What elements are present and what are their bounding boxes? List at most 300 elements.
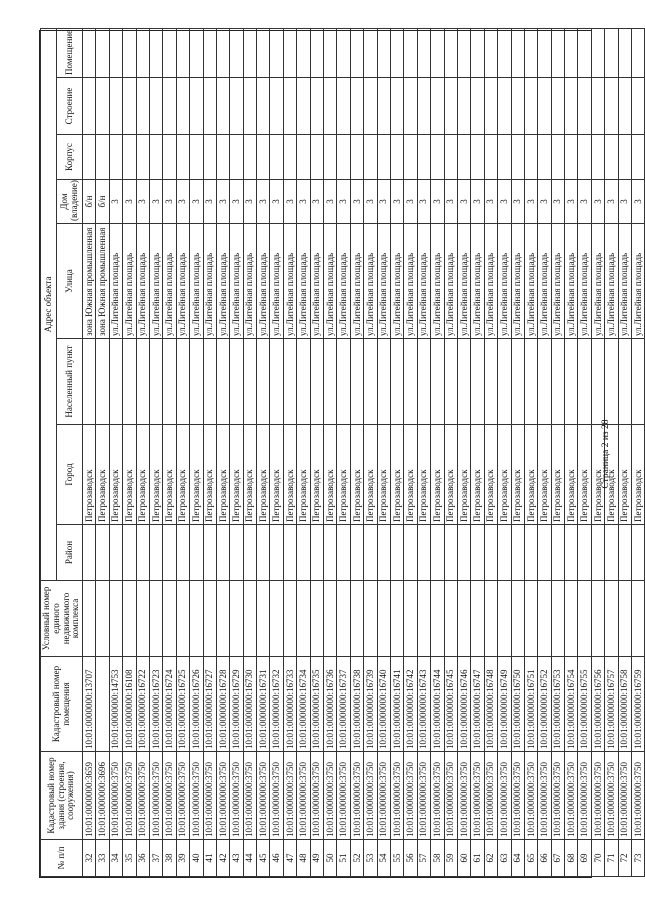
locality-cell (324, 339, 337, 425)
building-cell (632, 78, 645, 135)
house-cell: 3 (350, 180, 363, 224)
locality-cell (176, 339, 189, 425)
row-number-cell: 52 (350, 840, 363, 877)
street-cell: ул.Литейная площадь (390, 224, 403, 339)
table-row (484, 28, 497, 876)
korpus-cell (404, 135, 417, 180)
locality-cell (457, 339, 470, 425)
row-number-cell: 67 (551, 840, 564, 877)
conditional-number-cell (390, 581, 403, 657)
city-cell: Петрозаводск (283, 425, 296, 525)
locality-cell (565, 339, 578, 425)
room-cadastral-cell: 10:01:0000000:16743 (417, 657, 430, 752)
room-cadastral-cell: 10:01:0000000:16752 (538, 657, 551, 752)
table-row (270, 28, 283, 876)
row-number-cell: 47 (283, 840, 296, 877)
room-cadastral-cell: 10:01:0000000:16739 (364, 657, 377, 752)
row-number-cell: 61 (471, 840, 484, 877)
district-cell (109, 525, 122, 581)
conditional-number-cell (257, 581, 270, 657)
district-cell (632, 525, 645, 581)
city-cell: Петрозаводск (123, 425, 136, 525)
table-row (216, 28, 229, 876)
korpus-cell (578, 135, 591, 180)
room-cell (524, 28, 537, 77)
room-cadastral-cell: 10:01:0000000:16734 (297, 657, 310, 752)
room-cadastral-cell: 10:01:0000000:16730 (243, 657, 256, 752)
district-cell (498, 525, 511, 581)
building-cadastral-cell: 10:01:0000000:3750 (337, 752, 350, 840)
city-cell: Петрозаводск (417, 425, 430, 525)
room-cadastral-cell: 10:01:0000000:16728 (216, 657, 229, 752)
district-cell (283, 525, 296, 581)
room-cell (123, 28, 136, 77)
room-cadastral-cell: 10:01:0000000:16748 (484, 657, 497, 752)
street-cell: зона Южная промышленная (83, 224, 96, 339)
conditional-number-cell (163, 581, 176, 657)
building-cadastral-cell: 10:01:0000000:3750 (257, 752, 270, 840)
street-cell: ул.Литейная площадь (565, 224, 578, 339)
city-cell: Петрозаводск (364, 425, 377, 525)
building-cadastral-cell: 10:01:0000000:3750 (618, 752, 631, 840)
locality-cell (337, 339, 350, 425)
street-cell: ул.Литейная площадь (444, 224, 457, 339)
table-row (123, 28, 136, 876)
building-cell (96, 78, 109, 135)
house-cell: 3 (283, 180, 296, 224)
city-cell: Петрозаводск (243, 425, 256, 525)
table-row (230, 28, 243, 876)
row-number-cell: 73 (632, 840, 645, 877)
row-number-cell: 66 (538, 840, 551, 877)
locality-cell (618, 339, 631, 425)
room-cadastral-cell: 10:01:0000000:16727 (203, 657, 216, 752)
conditional-number-cell (377, 581, 390, 657)
korpus-cell (123, 135, 136, 180)
city-cell: Петрозаводск (538, 425, 551, 525)
district-cell (257, 525, 270, 581)
header-conditional-number: Условный номер единого недвижимого комплекса (41, 581, 83, 657)
city-cell: Петрозаводск (632, 425, 645, 525)
table-body (83, 28, 645, 876)
row-number-cell: 62 (484, 840, 497, 877)
room-cell (511, 28, 524, 77)
city-cell: Петрозаводск (136, 425, 149, 525)
building-cadastral-cell: 10:01:0000000:3750 (565, 752, 578, 840)
building-cell (538, 78, 551, 135)
table-row (457, 28, 470, 876)
district-cell (471, 525, 484, 581)
building-cell (190, 78, 203, 135)
house-cell: 3 (565, 180, 578, 224)
city-cell: Петрозаводск (551, 425, 564, 525)
building-cell (243, 78, 256, 135)
building-cell (417, 78, 430, 135)
table-row (377, 28, 390, 876)
house-cell: б/н (83, 180, 96, 224)
korpus-cell (109, 135, 122, 180)
conditional-number-cell (310, 581, 323, 657)
korpus-cell (511, 135, 524, 180)
room-cell (270, 28, 283, 77)
building-cell (163, 78, 176, 135)
locality-cell (551, 339, 564, 425)
building-cadastral-cell: 10:01:0000000:3750 (310, 752, 323, 840)
district-cell (538, 525, 551, 581)
street-cell: ул.Литейная площадь (618, 224, 631, 339)
table-row (203, 28, 216, 876)
room-cell (190, 28, 203, 77)
street-cell: ул.Литейная площадь (350, 224, 363, 339)
korpus-cell (297, 135, 310, 180)
district-cell (136, 525, 149, 581)
street-cell: ул.Литейная площадь (243, 224, 256, 339)
city-cell: Петрозаводск (618, 425, 631, 525)
table-row (243, 28, 256, 876)
building-cadastral-cell: 10:01:0000000:3750 (203, 752, 216, 840)
street-cell: ул.Литейная площадь (109, 224, 122, 339)
table-row (498, 28, 511, 876)
table-row (551, 28, 564, 876)
house-cell: 3 (377, 180, 390, 224)
house-cell: 3 (591, 180, 604, 224)
korpus-cell (176, 135, 189, 180)
building-cadastral-cell: 10:01:0000000:3750 (591, 752, 604, 840)
table-row (163, 28, 176, 876)
street-cell: ул.Литейная площадь (190, 224, 203, 339)
room-cadastral-cell: 10:01:0000000:16747 (471, 657, 484, 752)
city-cell: Петрозаводск (257, 425, 270, 525)
building-cell (324, 78, 337, 135)
building-cell (431, 78, 444, 135)
district-cell (310, 525, 323, 581)
district-cell (578, 525, 591, 581)
conditional-number-cell (484, 581, 497, 657)
locality-cell (364, 339, 377, 425)
room-cadastral-cell: 10:01:0000000:16731 (257, 657, 270, 752)
room-cell (203, 28, 216, 77)
korpus-cell (83, 135, 96, 180)
room-cell (417, 28, 430, 77)
room-cell (136, 28, 149, 77)
table-row (618, 28, 631, 876)
table-row (632, 28, 645, 876)
header-city: Город (57, 425, 83, 525)
room-cell (377, 28, 390, 77)
row-number-cell: 37 (149, 840, 162, 877)
locality-cell (203, 339, 216, 425)
room-cadastral-cell: 10:01:0000000:16756 (591, 657, 604, 752)
room-cadastral-cell: 10:01:0000000:16744 (431, 657, 444, 752)
street-cell: ул.Литейная площадь (511, 224, 524, 339)
building-cell (310, 78, 323, 135)
district-cell (123, 525, 136, 581)
street-cell: ул.Литейная площадь (404, 224, 417, 339)
table-row (83, 28, 96, 876)
locality-cell (498, 339, 511, 425)
street-cell: ул.Литейная площадь (123, 224, 136, 339)
conditional-number-cell (524, 581, 537, 657)
room-cadastral-cell: 10:01:0000000:16753 (551, 657, 564, 752)
room-cell (109, 28, 122, 77)
building-cell (511, 78, 524, 135)
conditional-number-cell (417, 581, 430, 657)
table-row (444, 28, 457, 876)
building-cadastral-cell: 10:01:0000000:3750 (498, 752, 511, 840)
korpus-cell (444, 135, 457, 180)
street-cell: ул.Литейная площадь (176, 224, 189, 339)
house-cell: 3 (190, 180, 203, 224)
city-cell: Петрозаводск (297, 425, 310, 525)
locality-cell (96, 339, 109, 425)
korpus-cell (377, 135, 390, 180)
city-cell: Петрозаводск (324, 425, 337, 525)
room-cadastral-cell: 10:01:0000000:16746 (457, 657, 470, 752)
row-number-cell: 44 (243, 840, 256, 877)
room-cadastral-cell: 10:01:0000000:16740 (377, 657, 390, 752)
row-number-cell: 57 (417, 840, 430, 877)
locality-cell (444, 339, 457, 425)
building-cadastral-cell: 10:01:0000000:3750 (136, 752, 149, 840)
room-cadastral-cell: 10:01:0000000:16736 (324, 657, 337, 752)
district-cell (431, 525, 444, 581)
building-cadastral-cell: 10:01:0000000:3750 (243, 752, 256, 840)
locality-cell (350, 339, 363, 425)
header-house: Дом (владение) (57, 180, 83, 224)
city-cell: Петрозаводск (203, 425, 216, 525)
room-cell (364, 28, 377, 77)
street-cell: ул.Литейная площадь (551, 224, 564, 339)
row-number-cell: 55 (390, 840, 403, 877)
building-cell (364, 78, 377, 135)
house-cell: 3 (431, 180, 444, 224)
room-cell (565, 28, 578, 77)
building-cell (524, 78, 537, 135)
room-cadastral-cell: 10:01:0000000:16724 (163, 657, 176, 752)
street-cell: ул.Литейная площадь (136, 224, 149, 339)
district-cell (83, 525, 96, 581)
table-row (471, 28, 484, 876)
room-cadastral-cell: 10:01:0000000:16735 (310, 657, 323, 752)
conditional-number-cell (632, 581, 645, 657)
building-cadastral-cell: 10:01:0000000:3750 (123, 752, 136, 840)
korpus-cell (96, 135, 109, 180)
building-cadastral-cell: 10:01:0000000:3750 (390, 752, 403, 840)
room-cell (257, 28, 270, 77)
city-cell: Петрозаводск (176, 425, 189, 525)
table-row (190, 28, 203, 876)
building-cadastral-cell: 10:01:0000000:3750 (431, 752, 444, 840)
district-cell (551, 525, 564, 581)
street-cell: ул.Литейная площадь (163, 224, 176, 339)
locality-cell (390, 339, 403, 425)
korpus-cell (431, 135, 444, 180)
building-cell (109, 78, 122, 135)
district-cell (163, 525, 176, 581)
room-cadastral-cell: 10:01:0000000:16742 (404, 657, 417, 752)
district-cell (190, 525, 203, 581)
room-cadastral-cell: 10:01:0000000:16741 (390, 657, 403, 752)
header-address-group: Адрес объекта (41, 28, 57, 580)
building-cadastral-cell: 10:01:0000000:3750 (551, 752, 564, 840)
locality-cell (243, 339, 256, 425)
conditional-number-cell (337, 581, 350, 657)
korpus-cell (350, 135, 363, 180)
city-cell: Петрозаводск (163, 425, 176, 525)
conditional-number-cell (444, 581, 457, 657)
korpus-cell (524, 135, 537, 180)
locality-cell (511, 339, 524, 425)
header-street: Улица (57, 224, 83, 339)
district-cell (350, 525, 363, 581)
room-cell (390, 28, 403, 77)
district-cell (404, 525, 417, 581)
korpus-cell (417, 135, 430, 180)
room-cell (350, 28, 363, 77)
row-number-cell: 69 (578, 840, 591, 877)
korpus-cell (337, 135, 350, 180)
house-cell: 3 (444, 180, 457, 224)
locality-cell (297, 339, 310, 425)
city-cell: Петрозаводск (149, 425, 162, 525)
conditional-number-cell (176, 581, 189, 657)
row-number-cell: 35 (123, 840, 136, 877)
street-cell: ул.Литейная площадь (591, 224, 604, 339)
street-cell: ул.Литейная площадь (417, 224, 430, 339)
building-cell (350, 78, 363, 135)
table-row (404, 28, 417, 876)
locality-cell (136, 339, 149, 425)
table-row (538, 28, 551, 876)
city-cell: Петрозаводск (511, 425, 524, 525)
room-cell (578, 28, 591, 77)
house-cell: 3 (605, 180, 618, 224)
house-cell: 3 (230, 180, 243, 224)
room-cell (297, 28, 310, 77)
building-cadastral-cell: 10:01:0000000:3750 (444, 752, 457, 840)
city-cell: Петрозаводск (431, 425, 444, 525)
conditional-number-cell (190, 581, 203, 657)
room-cell (498, 28, 511, 77)
korpus-cell (324, 135, 337, 180)
house-cell: 3 (498, 180, 511, 224)
room-cadastral-cell: 10:01:0000000:16745 (444, 657, 457, 752)
room-cadastral-cell: 10:01:0000000:16755 (578, 657, 591, 752)
conditional-number-cell (431, 581, 444, 657)
table-row (324, 28, 337, 876)
district-cell (270, 525, 283, 581)
locality-cell (163, 339, 176, 425)
locality-cell (270, 339, 283, 425)
locality-cell (404, 339, 417, 425)
korpus-cell (216, 135, 229, 180)
header-building-cadastral: Кадастровый номер здания (строения, сооружения) (41, 752, 83, 840)
district-cell (484, 525, 497, 581)
building-cell (498, 78, 511, 135)
building-cadastral-cell: 10:01:0000000:3750 (511, 752, 524, 840)
locality-cell (216, 339, 229, 425)
room-cell (431, 28, 444, 77)
conditional-number-cell (230, 581, 243, 657)
building-cell (149, 78, 162, 135)
street-cell: ул.Литейная площадь (216, 224, 229, 339)
room-cell (176, 28, 189, 77)
room-cadastral-cell: 10:01:0000000:16749 (498, 657, 511, 752)
house-cell: 3 (123, 180, 136, 224)
conditional-number-cell (216, 581, 229, 657)
row-number-cell: 56 (404, 840, 417, 877)
house-cell: 3 (364, 180, 377, 224)
locality-cell (123, 339, 136, 425)
room-cadastral-cell: 10:01:0000000:16726 (190, 657, 203, 752)
table-row (578, 28, 591, 876)
building-cell (123, 78, 136, 135)
building-cell (444, 78, 457, 135)
row-number-cell: 51 (337, 840, 350, 877)
row-number-cell: 65 (524, 840, 537, 877)
street-cell: ул.Литейная площадь (471, 224, 484, 339)
row-number-cell: 33 (96, 840, 109, 877)
page-counter: Страница 2 из 28 (601, 419, 611, 489)
korpus-cell (457, 135, 470, 180)
district-cell (444, 525, 457, 581)
conditional-number-cell (324, 581, 337, 657)
street-cell: ул.Литейная площадь (230, 224, 243, 339)
house-cell: 3 (163, 180, 176, 224)
korpus-cell (203, 135, 216, 180)
korpus-cell (484, 135, 497, 180)
house-cell: 3 (243, 180, 256, 224)
building-cadastral-cell: 10:01:0000000:3750 (377, 752, 390, 840)
table-row (565, 28, 578, 876)
room-cell (230, 28, 243, 77)
city-cell: Петрозаводск (471, 425, 484, 525)
table-header (41, 28, 83, 876)
building-cadastral-cell: 10:01:0000000:3750 (163, 752, 176, 840)
locality-cell (190, 339, 203, 425)
city-cell: Петрозаводск (565, 425, 578, 525)
house-cell: 3 (578, 180, 591, 224)
city-cell: Петрозаводск (524, 425, 537, 525)
district-cell (149, 525, 162, 581)
locality-cell (377, 339, 390, 425)
room-cell (324, 28, 337, 77)
conditional-number-cell (297, 581, 310, 657)
building-cell (216, 78, 229, 135)
city-cell: Петрозаводск (190, 425, 203, 525)
locality-cell (538, 339, 551, 425)
city-cell: Петрозаводск (310, 425, 323, 525)
row-number-cell: 48 (297, 840, 310, 877)
room-cell (551, 28, 564, 77)
table-row (283, 28, 296, 876)
table-row (524, 28, 537, 876)
room-cell (457, 28, 470, 77)
house-cell: б/н (96, 180, 109, 224)
room-cell (484, 28, 497, 77)
street-cell: ул.Литейная площадь (457, 224, 470, 339)
conditional-number-cell (498, 581, 511, 657)
city-cell: Петрозаводск (390, 425, 403, 525)
building-cell (257, 78, 270, 135)
room-cell (337, 28, 350, 77)
conditional-number-cell (243, 581, 256, 657)
locality-cell (230, 339, 243, 425)
room-cadastral-cell (96, 657, 109, 752)
house-cell: 3 (484, 180, 497, 224)
building-cell (377, 78, 390, 135)
room-cell (83, 28, 96, 77)
